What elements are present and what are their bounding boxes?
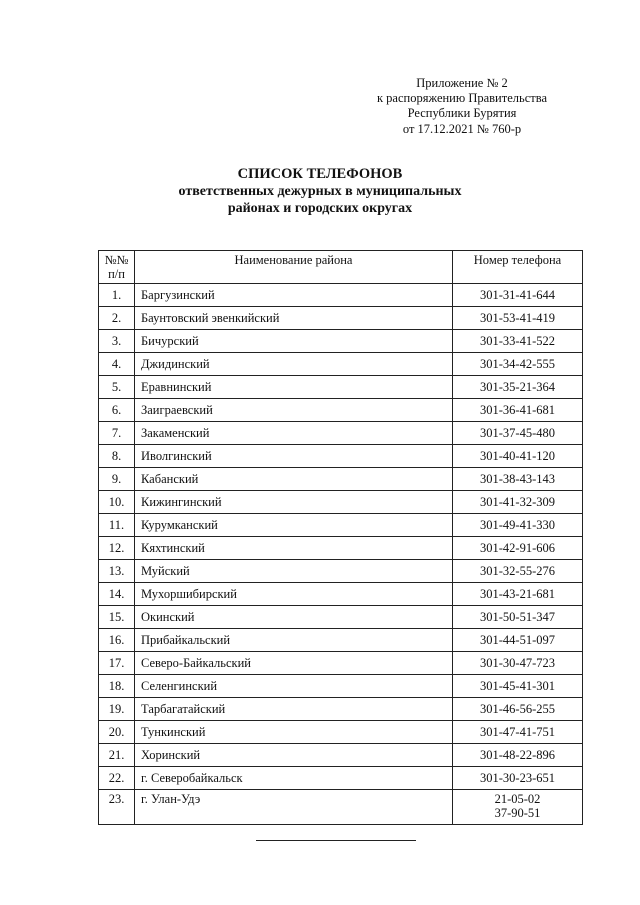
row-phone: 301-35-21-364	[453, 376, 583, 399]
title-sub-2: районах и городских округах	[227, 201, 413, 216]
row-name: Кабанский	[135, 468, 453, 491]
row-phone: 301-33-41-522	[453, 330, 583, 353]
table-row	[99, 284, 583, 307]
row-name: Северо-Байкальский	[135, 652, 453, 675]
phones-table	[98, 250, 583, 825]
row-phone: 301-31-41-644	[453, 284, 583, 307]
table-row	[99, 353, 583, 376]
row-name: Кяхтинский	[135, 537, 453, 560]
row-phone: 301-40-41-120	[453, 445, 583, 468]
table-row	[99, 399, 583, 422]
row-phone: 301-50-51-347	[453, 606, 583, 629]
row-num: 2.	[99, 307, 135, 330]
title-main: СПИСОК ТЕЛЕФОНОВ	[237, 166, 403, 182]
row-phone: 301-41-32-309	[453, 491, 583, 514]
row-phone: 301-44-51-097	[453, 629, 583, 652]
row-num: 1.	[99, 284, 135, 307]
row-num: 10.	[99, 491, 135, 514]
row-num: 22.	[99, 767, 135, 790]
table-row	[99, 767, 583, 790]
row-name: Закаменский	[135, 422, 453, 445]
row-phone	[453, 790, 583, 825]
row-name: Бичурский	[135, 330, 453, 353]
row-num: 11.	[99, 514, 135, 537]
row-num: 9.	[99, 468, 135, 491]
row-name: Еравнинский	[135, 376, 453, 399]
row-num: 20.	[99, 721, 135, 744]
row-name: Курумканский	[135, 514, 453, 537]
row-name: Баунтовский эвенкийский	[135, 307, 453, 330]
footer-divider	[256, 840, 416, 841]
row-phone: 301-53-41-419	[453, 307, 583, 330]
row-num: 14.	[99, 583, 135, 606]
header-num-line-1: №№	[104, 253, 129, 267]
table-row	[99, 744, 583, 767]
row-name: Прибайкальский	[135, 629, 453, 652]
row-phone: 301-42-91-606	[453, 537, 583, 560]
row-name: Иволгинский	[135, 445, 453, 468]
table-row	[99, 514, 583, 537]
appendix-line-4: от 17.12.2021 № 760-р	[402, 121, 522, 136]
table-row	[99, 675, 583, 698]
row-num: 21.	[99, 744, 135, 767]
table-row	[99, 468, 583, 491]
row-name: Муйский	[135, 560, 453, 583]
appendix-block	[342, 76, 582, 137]
row-num: 19.	[99, 698, 135, 721]
row-name: Мухоршибирский	[135, 583, 453, 606]
row-num: 17.	[99, 652, 135, 675]
row-phone: 301-38-43-143	[453, 468, 583, 491]
table-row	[99, 790, 583, 825]
row-num: 8.	[99, 445, 135, 468]
table-row	[99, 652, 583, 675]
row-num: 6.	[99, 399, 135, 422]
table-body	[99, 284, 583, 825]
row-phone: 301-47-41-751	[453, 721, 583, 744]
row-num: 15.	[99, 606, 135, 629]
table-header-row	[99, 251, 583, 284]
table-row	[99, 422, 583, 445]
header-phone: Номер телефона	[453, 251, 583, 284]
table-row	[99, 560, 583, 583]
row-phone-line-1: 21-05-02	[494, 792, 541, 806]
row-num: 16.	[99, 629, 135, 652]
table-row	[99, 583, 583, 606]
row-phone: 301-46-56-255	[453, 698, 583, 721]
row-name: Тарбагатайский	[135, 698, 453, 721]
row-name: Заиграевский	[135, 399, 453, 422]
row-name: Джидинский	[135, 353, 453, 376]
table-row	[99, 606, 583, 629]
table-row	[99, 698, 583, 721]
row-phone: 301-43-21-681	[453, 583, 583, 606]
table-row	[99, 307, 583, 330]
document-title	[0, 166, 640, 217]
table-row	[99, 629, 583, 652]
row-phone: 301-49-41-330	[453, 514, 583, 537]
table-row	[99, 330, 583, 353]
row-phone-line-2: 37-90-51	[494, 806, 541, 820]
appendix-line-1: Приложение № 2	[416, 76, 508, 90]
row-phone: 301-34-42-555	[453, 353, 583, 376]
row-num: 5.	[99, 376, 135, 399]
row-phone: 301-30-23-651	[453, 767, 583, 790]
row-name: г. Улан-Удэ	[135, 790, 453, 825]
table-row	[99, 445, 583, 468]
row-num: 7.	[99, 422, 135, 445]
table-row	[99, 721, 583, 744]
appendix-line-3: Республики Бурятия	[407, 106, 517, 121]
row-name: Селенгинский	[135, 675, 453, 698]
row-phone: 301-48-22-896	[453, 744, 583, 767]
row-phone: 301-37-45-480	[453, 422, 583, 445]
table-row	[99, 537, 583, 560]
row-num: 4.	[99, 353, 135, 376]
row-phone: 301-36-41-681	[453, 399, 583, 422]
header-num	[99, 251, 135, 284]
row-num: 13.	[99, 560, 135, 583]
row-name: Тункинский	[135, 721, 453, 744]
row-phone: 301-32-55-276	[453, 560, 583, 583]
row-name: Баргузинский	[135, 284, 453, 307]
row-name: Хоринский	[135, 744, 453, 767]
row-num: 3.	[99, 330, 135, 353]
row-phone: 301-45-41-301	[453, 675, 583, 698]
appendix-line-2: к распоряжению Правительства	[376, 91, 547, 106]
row-num: 12.	[99, 537, 135, 560]
row-name: Кижингинский	[135, 491, 453, 514]
row-name: г. Северобайкальск	[135, 767, 453, 790]
table-row	[99, 376, 583, 399]
row-phone: 301-30-47-723	[453, 652, 583, 675]
header-num-line-2: п/п	[108, 267, 125, 281]
table-row	[99, 491, 583, 514]
row-num: 23.	[99, 790, 135, 825]
title-sub-1: ответственных дежурных в муниципальных	[178, 184, 462, 199]
row-num: 18.	[99, 675, 135, 698]
header-name: Наименование района	[135, 251, 453, 284]
row-name: Окинский	[135, 606, 453, 629]
